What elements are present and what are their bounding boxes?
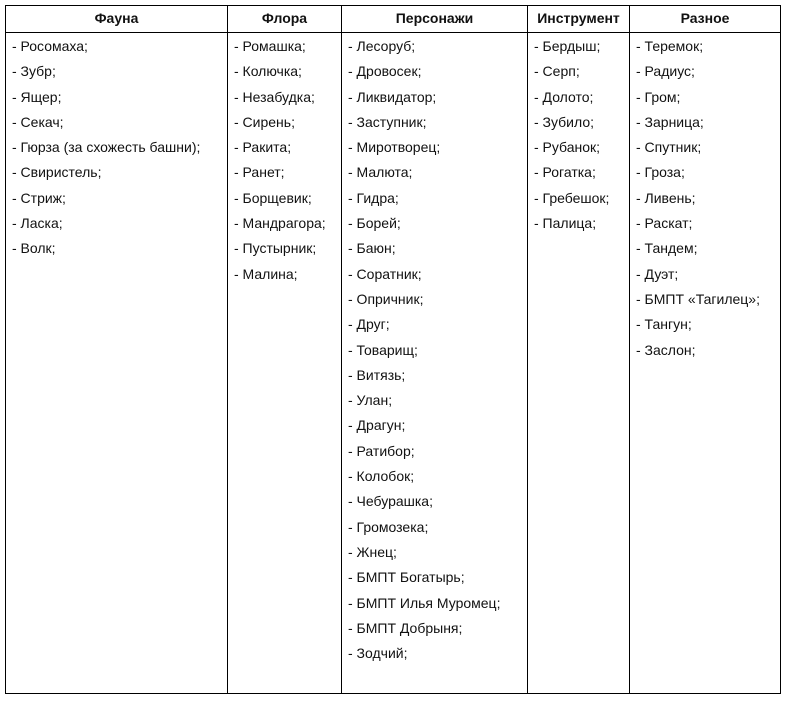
list-item: - Ромашка; (234, 38, 306, 54)
list-item: - Лесоруб; (348, 38, 416, 54)
list-item: - Рубанок; (534, 139, 601, 156)
fauna-cell (6, 33, 228, 694)
list-item: - Заступник; (348, 113, 427, 130)
header-fauna: Фауна (6, 6, 228, 33)
list-item: - Товарищ; (348, 341, 418, 358)
flora-list (228, 33, 341, 291)
content-row (6, 33, 781, 694)
list-item: - Чебурашка; (348, 493, 433, 510)
list-item: - Рогатка; (534, 164, 596, 181)
characters-cell (342, 33, 528, 694)
list-item: - Борщевик; (234, 189, 312, 206)
list-item: - Волк; (12, 240, 56, 257)
list-item: - Ливень; (636, 189, 696, 206)
list-item: - Драгун; (348, 417, 406, 434)
list-item: - БМПТ Богатырь; (348, 569, 465, 586)
list-item: - Гроза; (636, 164, 685, 181)
list-item: - Колобок; (348, 468, 415, 485)
list-item: - Дуэт; (636, 265, 679, 282)
list-item: - Зарница; (636, 113, 704, 130)
list-item: - Раскат; (636, 215, 693, 232)
names-table (5, 5, 781, 694)
list-item: - Мандрагора; (234, 215, 326, 232)
list-item: - Тангун; (636, 316, 692, 333)
characters-list (342, 33, 527, 670)
list-item: - Гидра; (348, 189, 399, 206)
list-item: - Громозека; (348, 518, 429, 535)
list-item: - Зубр; (12, 63, 56, 80)
list-item: - Колючка; (234, 63, 302, 80)
list-item: - Зодчий; (348, 645, 408, 662)
list-item: - БМПТ Илья Муромец; (348, 594, 501, 611)
list-item: - Радиус; (636, 63, 695, 80)
list-item: - Гром; (636, 88, 681, 105)
list-item: - Секач; (12, 113, 64, 130)
list-item: - Тандем; (636, 240, 698, 257)
list-item: - Заслон; (636, 341, 696, 358)
list-item: - Стриж; (12, 189, 66, 206)
list-item: - Миротворец; (348, 139, 441, 156)
header-tools: Инструмент (528, 6, 630, 33)
list-item: - Соратник; (348, 265, 422, 282)
header-misc: Разное (630, 6, 781, 33)
list-item: - Ящер; (12, 88, 62, 105)
header-characters: Персонажи (342, 6, 528, 33)
list-item: - Спутник; (636, 139, 702, 156)
misc-cell (630, 33, 781, 694)
header-row (6, 6, 781, 33)
list-item: - Ракита; (234, 139, 292, 156)
list-item: - БМПТ Добрыня; (348, 619, 463, 636)
list-item: - Улан; (348, 392, 393, 409)
header-flora: Флора (228, 6, 342, 33)
fauna-list (6, 33, 227, 266)
flora-cell (228, 33, 342, 694)
list-item: - Гюрза (за схожесть башни); (12, 139, 201, 156)
list-item: - Ликвидатор; (348, 88, 437, 105)
list-item: - Теремок; (636, 38, 704, 54)
list-item: - Борей; (348, 215, 401, 232)
list-item: - Жнец; (348, 543, 397, 560)
list-item: - БМПТ «Тагилец»; (636, 290, 760, 307)
list-item: - Пустырник; (234, 240, 317, 257)
list-item: - Бердыш; (534, 38, 601, 54)
list-item: - Палица; (534, 215, 597, 232)
list-item: - Гребешок; (534, 189, 610, 206)
list-item: - Долото; (534, 88, 594, 105)
list-item: - Ласка; (12, 215, 63, 232)
list-item: - Ратибор; (348, 442, 415, 459)
list-item: - Незабудка; (234, 88, 315, 105)
list-item: - Свиристель; (12, 164, 102, 181)
list-item: - Друг; (348, 316, 390, 333)
list-item: - Опричник; (348, 290, 424, 307)
list-item: - Витязь; (348, 366, 406, 383)
tools-cell (528, 33, 630, 694)
list-item: - Баюн; (348, 240, 396, 257)
misc-list (630, 33, 780, 367)
list-item: - Зубило; (534, 113, 595, 130)
list-item: - Ранет; (234, 164, 285, 181)
list-item: - Малина; (234, 265, 298, 282)
list-item: - Сирень; (234, 113, 295, 130)
list-item: - Серп; (534, 63, 580, 80)
list-item: - Дровосек; (348, 63, 422, 80)
tools-list (528, 33, 629, 240)
list-item: - Малюта; (348, 164, 413, 181)
list-item: - Росомаха; (12, 38, 88, 54)
